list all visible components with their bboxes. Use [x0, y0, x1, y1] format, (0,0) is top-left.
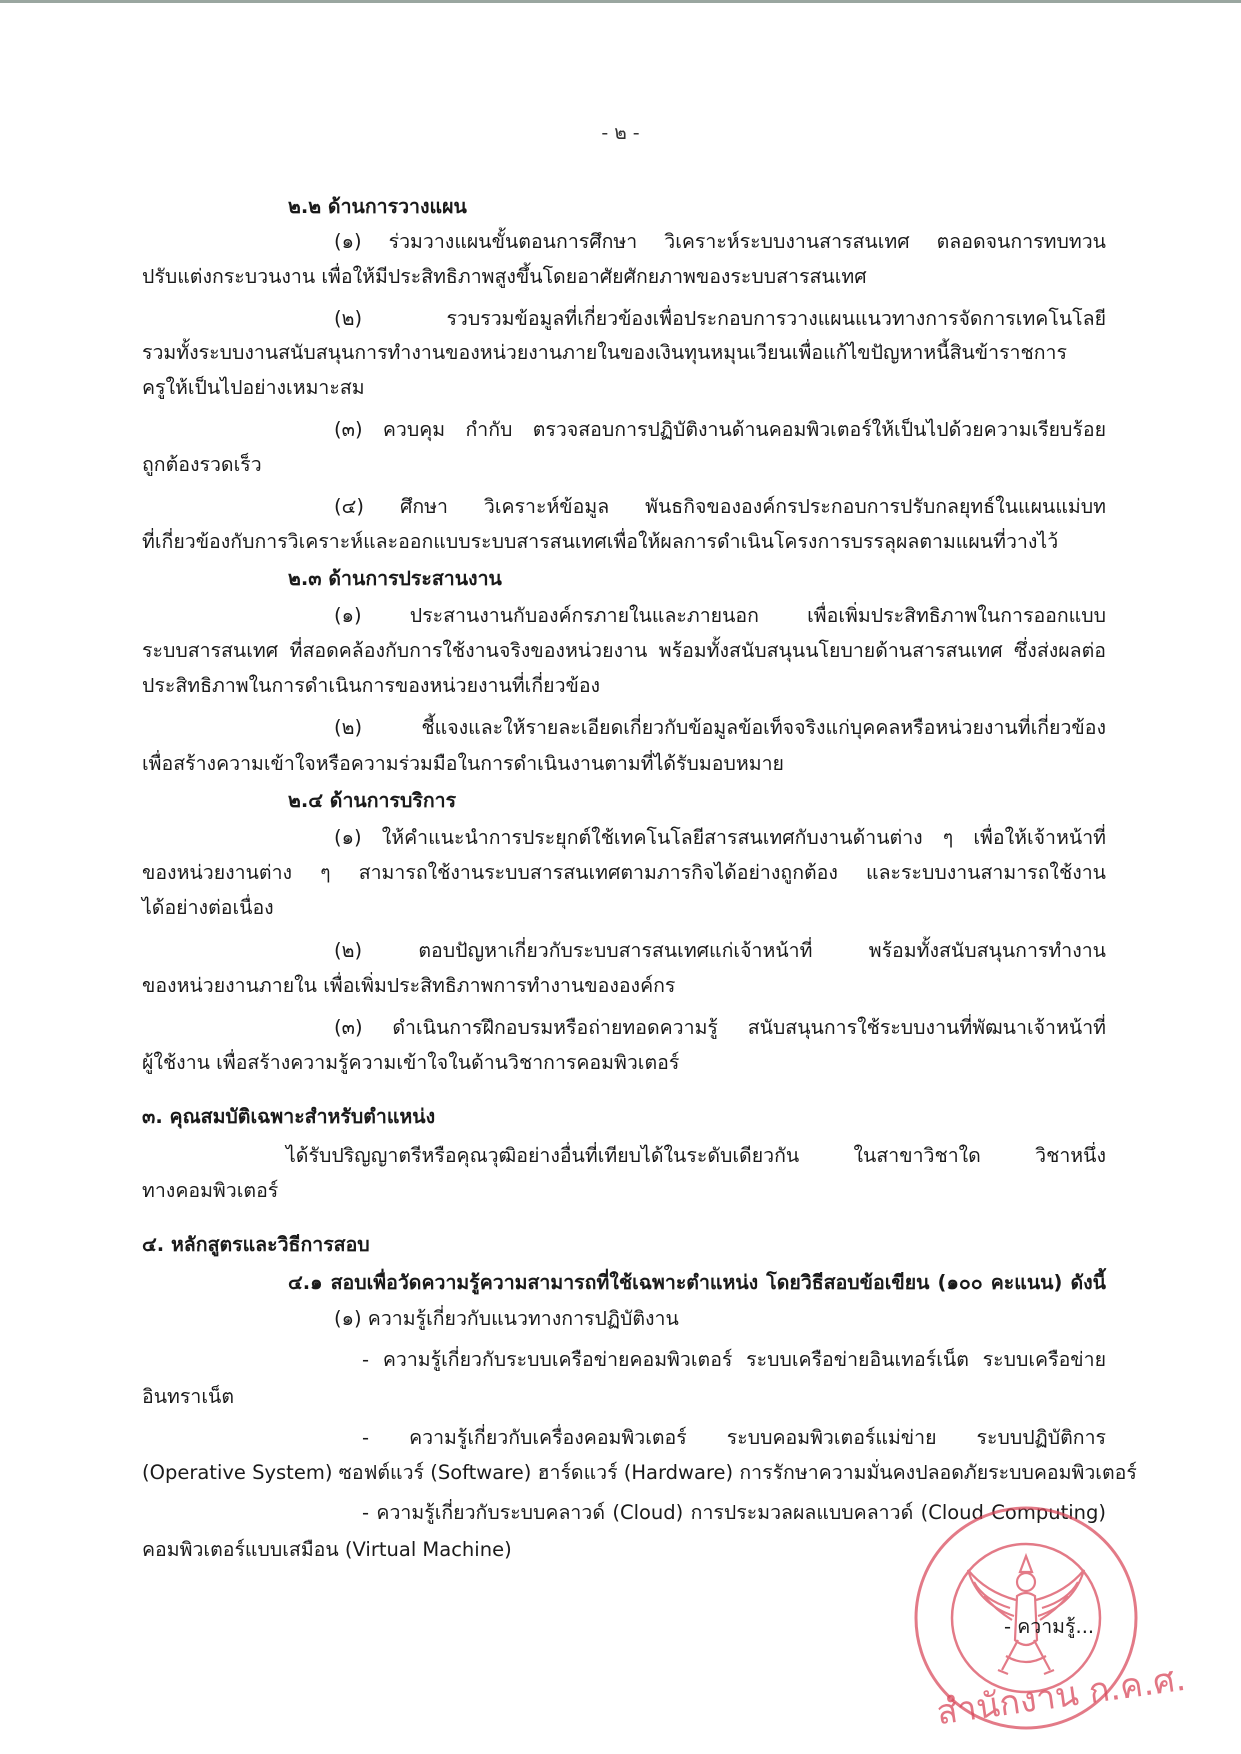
paragraph-line: รวมทั้งระบบงานสนับสนุนการทำงานของหน่วยงานภายในของเงินทุนหมุนเวียนเพื่อแก้ไขปัญหาหนี้สินข้าราชการ — [142, 341, 1067, 364]
paragraph-line: ที่เกี่ยวข้องกับการวิเคราะห์และออกแบบระบบสารสนเทศเพื่อให้ผลการดำเนินโครงการบรรลุผลตามแผนที่วางไว้ — [142, 530, 1059, 553]
paragraph-line: ผู้ใช้งาน เพื่อสร้างความรู้ความเข้าใจในด้านวิชาการคอมพิวเตอร์ — [142, 1051, 680, 1074]
paragraph-line: ได้อย่างต่อเนื่อง — [142, 896, 274, 919]
paragraph-line: ระบบสารสนเทศ ที่สอดคล้องกับการใช้งานจริงของหน่วยงาน พร้อมทั้งสนับสนุนนโยบายด้านสารสนเทศ ซึ่งส่งผลต่อ — [142, 639, 1106, 662]
heading-4-1: ๔.๑ สอบเพื่อวัดความรู้ความสามารถที่ใช้เฉพาะตำแหน่ง โดยวิธีสอบข้อเขียน (๑๐๐ คะแนน) ดังนี้ — [288, 1271, 1106, 1294]
paragraph-line: - ความรู้เกี่ยวกับระบบคลาวด์ (Cloud) การประมวลผลแบบคลาวด์ (Cloud Computing) — [362, 1501, 1106, 1524]
continuation-note: - ความรู้... — [1004, 1615, 1095, 1638]
paragraph-line: (๒) รวบรวมข้อมูลที่เกี่ยวข้องเพื่อประกอบการวางแผนแนวทางการจัดการเทคโนโลยี — [334, 307, 1106, 330]
paragraph-line: (๑) ให้คำแนะนำการประยุกต์ใช้เทคโนโลยีสารสนเทศกับงานด้านต่าง ๆ เพื่อให้เจ้าหน้าที่ — [334, 826, 1106, 849]
heading-2-4: ๒.๔ ด้านการบริการ — [288, 789, 457, 812]
paragraph-line: (๒) ตอบปัญหาเกี่ยวกับระบบสารสนเทศแก่เจ้าหน้าที่ พร้อมทั้งสนับสนุนการทำงาน — [334, 939, 1106, 962]
heading-2-2: ๒.๒ ด้านการวางแผน — [288, 195, 467, 218]
page-number: - ๒ - — [601, 122, 640, 144]
paragraph-line: ได้รับปริญญาตรีหรือคุณวุฒิอย่างอื่นที่เทียบได้ในระดับเดียวกัน ในสาขาวิชาใด วิชาหนึ่ง — [286, 1144, 1106, 1167]
paragraph-line: (๓) ดำเนินการฝึกอบรมหรือถ่ายทอดความรู้ สนับสนุนการใช้ระบบงานที่พัฒนาเจ้าหน้าที่ — [334, 1016, 1106, 1039]
paragraph-line: ของหน่วยงานต่าง ๆ สามารถใช้งานระบบสารสนเทศตามภารกิจได้อย่างถูกต้อง และระบบงานสามารถใช้งาน — [142, 861, 1106, 884]
heading-3: ๓. คุณสมบัติเฉพาะสำหรับตำแหน่ง — [142, 1105, 436, 1128]
paragraph-line: ของหน่วยงานภายใน เพื่อเพิ่มประสิทธิภาพการทำงานขององค์กร — [142, 974, 676, 997]
paragraph-line: อินทราเน็ต — [142, 1385, 234, 1408]
paragraph-line: คอมพิวเตอร์แบบเสมือน (Virtual Machine) — [142, 1538, 512, 1561]
paragraph-line: ทางคอมพิวเตอร์ — [142, 1179, 279, 1202]
paragraph-line: (๑) ร่วมวางแผนขั้นตอนการศึกษา วิเคราะห์ระบบงานสารสนเทศ ตลอดจนการทบทวน — [334, 230, 1106, 253]
page-top-border — [0, 0, 1241, 3]
paragraph-line: ครูให้เป็นไปอย่างเหมาะสม — [142, 376, 365, 399]
paragraph-line: ประสิทธิภาพในการดำเนินการของหน่วยงานที่เกี่ยวข้อง — [142, 674, 601, 697]
paragraph-line: (๔) ศึกษา วิเคราะห์ข้อมูล พันธกิจขององค์กรประกอบการปรับกลยุทธ์ในแผนแม่บท — [334, 495, 1106, 518]
paragraph-line: (๒) ชี้แจงและให้รายละเอียดเกี่ยวกับข้อมูลข้อเท็จจริงแก่บุคคลหรือหน่วยงานที่เกี่ยวข้อง — [334, 716, 1106, 739]
seal-text: สำนักงาน ก.ค.ศ. — [934, 1658, 1189, 1734]
paragraph-line: - ความรู้เกี่ยวกับระบบเครือข่ายคอมพิวเตอร์ ระบบเครือข่ายอินเทอร์เน็ต ระบบเครือข่าย — [362, 1348, 1106, 1371]
paragraph-line: ปรับแต่งกระบวนงาน เพื่อให้มีประสิทธิภาพสูงขึ้นโดยอาศัยศักยภาพของระบบสารสนเทศ — [142, 265, 867, 288]
paragraph-line: - ความรู้เกี่ยวกับเครื่องคอมพิวเตอร์ ระบบคอมพิวเตอร์แม่ข่าย ระบบปฏิบัติการ — [362, 1426, 1106, 1449]
paragraph-line: (๑) ประสานงานกับองค์กรภายในและภายนอก เพื่อเพิ่มประสิทธิภาพในการออกแบบ — [334, 604, 1106, 627]
paragraph-line: (๑) ความรู้เกี่ยวกับแนวทางการปฏิบัติงาน — [334, 1307, 679, 1330]
heading-4: ๔. หลักสูตรและวิธีการสอบ — [142, 1233, 370, 1256]
paragraph-line: (๓) ควบคุม กำกับ ตรวจสอบการปฏิบัติงานด้านคอมพิวเตอร์ให้เป็นไปด้วยความเรียบร้อย — [334, 418, 1106, 441]
paragraph-line: ถูกต้องรวดเร็ว — [142, 453, 262, 476]
paragraph-line: (Operative System) ซอฟต์แวร์ (Software) ฮาร์ดแวร์ (Hardware) การรักษาความมั่นคงปลอดภัยระบบคอมพิวเตอร์ — [142, 1461, 1137, 1484]
paragraph-line: เพื่อสร้างความเข้าใจหรือความร่วมมือในการดำเนินงานตามที่ได้รับมอบหมาย — [142, 752, 784, 775]
heading-2-3: ๒.๓ ด้านการประสานงาน — [288, 567, 502, 590]
